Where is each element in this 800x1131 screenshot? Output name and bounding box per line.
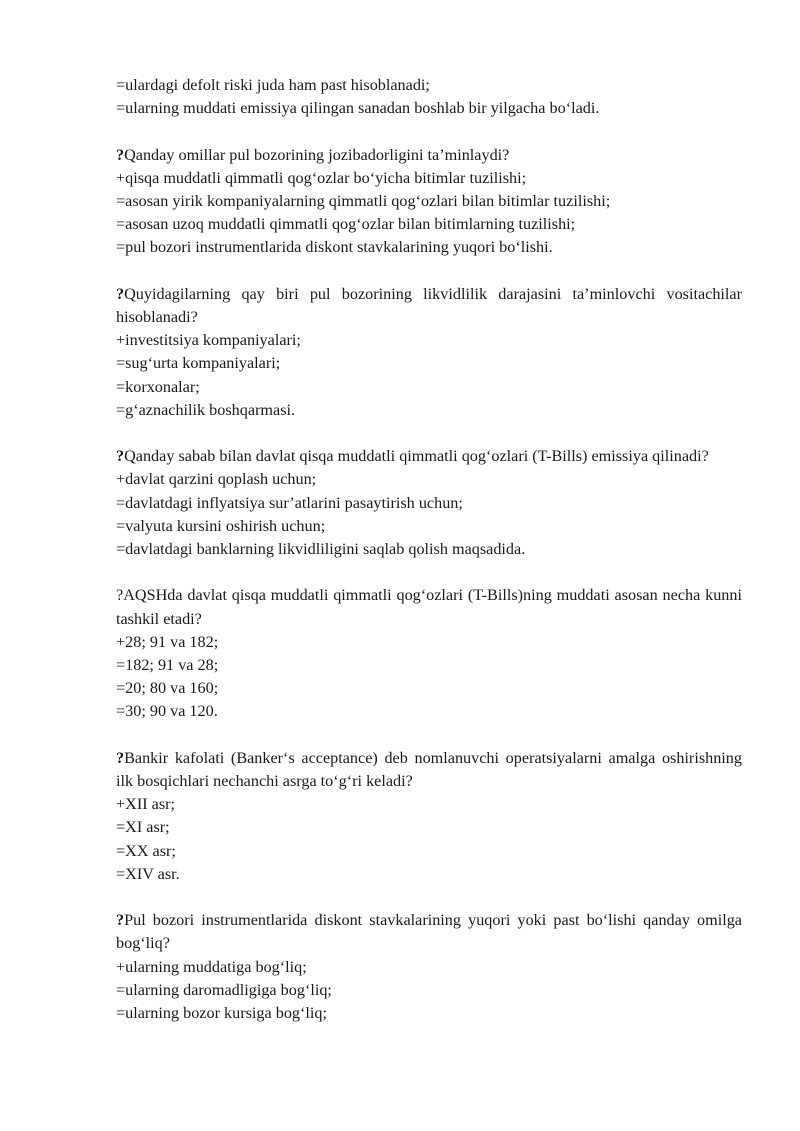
question-text xyxy=(116,445,742,468)
answer-line: +davlat qarzini qoplash uchun; xyxy=(116,470,317,489)
question-mark: ? xyxy=(116,284,125,303)
question-body: Quyidagilarning qay biri pul bozorining likvidlilik darajasini ta’minlovchi vositachilar hisoblanadi? xyxy=(116,284,742,326)
answer-line: =XIV asr. xyxy=(116,864,180,883)
question-text xyxy=(116,909,742,955)
question-text xyxy=(116,584,742,630)
question-text xyxy=(116,144,742,167)
answer-line: =ularning muddati emissiya qilingan sanadan boshlab bir yilgacha bo‘ladi. xyxy=(116,99,600,118)
answer-line: +qisqa muddatli qimmatli qog‘ozlar bo‘yicha bitimlar tuzilishi; xyxy=(116,168,527,187)
question-text xyxy=(116,747,742,793)
question-block-1 xyxy=(116,144,742,260)
question-body: Qanday omillar pul bozorining jozibadorligini ta’minlaydi? xyxy=(124,145,510,164)
question-block-2 xyxy=(116,283,742,422)
answer-line: =XI asr; xyxy=(116,818,170,837)
question-body: Pul bozori instrumentlarida diskont stavkalarining yuqori yoki past bo‘lishi qanday omilga bog‘liq? xyxy=(116,911,742,953)
answer-line: =ularning daromadligiga bog‘liq; xyxy=(116,980,332,999)
answer-line: =pul bozori instrumentlarida diskont stavkalarining yuqori bo‘lishi. xyxy=(116,238,553,257)
question-mark: ? xyxy=(116,145,125,164)
answer-line: =20; 80 va 160; xyxy=(116,679,219,698)
answer-line: =ularning bozor kursiga bog‘liq; xyxy=(116,1004,327,1023)
answer-line: =asosan yirik kompaniyalarning qimmatli qog‘ozlari bilan bitimlar tuzilishi; xyxy=(116,192,611,210)
answer-line: =sug‘urta kompaniyalari; xyxy=(116,354,281,373)
question-body: AQSHda davlat qisqa muddatli qimmatli qog‘ozlari (T-Bills)ning muddati asosan necha kunni tashkil etadi? xyxy=(116,586,742,628)
question-mark: ? xyxy=(116,586,124,605)
question-body: Bankir kafolati (Banker‘s acceptance) deb nomlanuvchi operatsiyalarni amalga oshirishning ilk bosqichlari nechanchi asrga to‘g‘ri keladi? xyxy=(116,748,742,791)
document-page xyxy=(116,74,742,1048)
intro-block xyxy=(116,74,742,120)
answer-line: +ularning muddatiga bog‘liq; xyxy=(116,957,307,976)
answer-line: =ulardagi defolt riski juda ham past hisoblanadi; xyxy=(116,76,430,94)
answer-line: +XII asr; xyxy=(116,795,176,814)
answer-line: =davlatdagi banklarning likvidliligini saqlab qolish maqsadida. xyxy=(116,540,526,559)
answer-line: =g‘aznachilik boshqarmasi. xyxy=(116,400,296,419)
answer-line: =valyuta kursini oshirish uchun; xyxy=(116,516,326,535)
question-block-5 xyxy=(116,747,742,886)
answer-line: =30; 90 va 120. xyxy=(116,702,218,721)
answer-line: =182; 91 va 28; xyxy=(116,656,219,675)
question-text xyxy=(116,283,742,329)
answer-line: =asosan uzoq muddatli qimmatli qog‘ozlar bilan bitimlarning tuzilishi; xyxy=(116,215,576,234)
answer-line: =korxonalar; xyxy=(116,377,200,396)
answer-line: =davlatdagi inflyatsiya sur’atlarini pasaytirish uchun; xyxy=(116,493,463,512)
question-block-4 xyxy=(116,584,742,723)
answer-line: =XX asr; xyxy=(116,841,176,860)
question-body: Qanday sabab bilan davlat qisqa muddatli qimmatli qog‘ozlari (T-Bills) emissiya qilinadi? xyxy=(124,447,709,466)
question-mark: ? xyxy=(116,748,125,767)
answer-line: +investitsiya kompaniyalari; xyxy=(116,331,301,350)
question-mark: ? xyxy=(116,911,125,930)
question-mark: ? xyxy=(116,447,125,466)
question-block-6 xyxy=(116,909,742,1025)
question-block-3 xyxy=(116,445,742,561)
answer-line: +28; 91 va 182; xyxy=(116,632,219,651)
